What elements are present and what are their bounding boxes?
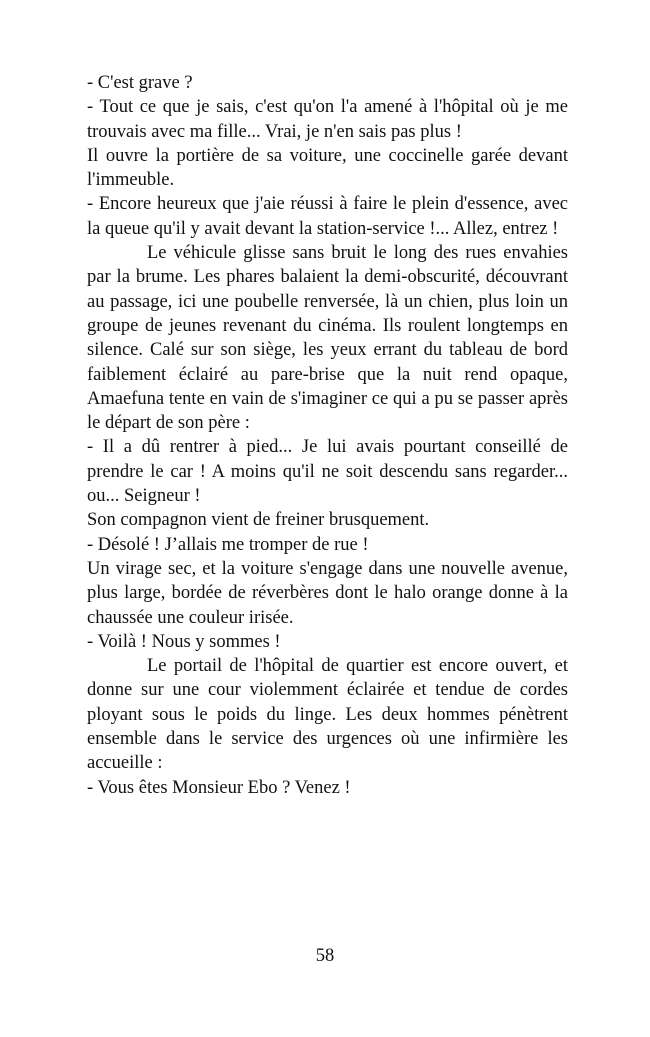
- narration-paragraph: Un virage sec, et la voiture s'engage dans une nouvelle avenue, plus large, bordée de réverbères dont le halo orange donne à la chaussée une couleur irisée.: [87, 558, 568, 628]
- page-body-text: [87, 71, 568, 800]
- page-number: 58: [315, 946, 335, 966]
- narration-paragraph: Le véhicule glisse sans bruit le long des rues envahies par la brume. Les phares balaient la demi-obscurité, découvrant au passage, ici une poubelle renversée, là un chien, plus loin un groupe de jeunes revenant du cinéma. Ils roulent longtemps en silence. Calé sur son siège, les yeux errant du tableau de bord faiblement éclairé au pare-brise que la nuit rend opaque, Amaefuna tente en vain de s'imaginer ce qui a pu se passer après le départ de son père :: [87, 243, 568, 434]
- narration-paragraph: Son compagnon vient de freiner brusquement.: [87, 510, 430, 531]
- dialogue-line: - Tout ce que je sais, c'est qu'on l'a amené à l'hôpital où je me trouvais avec ma fille... Vrai, je n'en sais pas plus !: [87, 97, 568, 142]
- dialogue-line: - Désolé ! J’allais me tromper de rue !: [87, 534, 369, 555]
- narration-paragraph: Il ouvre la portière de sa voiture, une coccinelle garée devant l'immeuble.: [87, 145, 568, 191]
- dialogue-line: - Vous êtes Monsieur Ebo ? Venez !: [87, 777, 351, 798]
- narration-paragraph: Le portail de l'hôpital de quartier est encore ouvert, et donne sur une cour violemment éclairée et tendue de cordes ployant sous le poids du linge. Les deux hommes pénètrent ensemble dans le service des urgences où une infirmière les accueille :: [87, 656, 568, 774]
- dialogue-line: - C'est grave ?: [87, 73, 193, 93]
- dialogue-line: - Encore heureux que j'aie réussi à faire le plein d'essence, avec la queue qu'il y avait devant la station-service !... Allez, entrez !: [87, 194, 568, 239]
- dialogue-line: - Voilà ! Nous y sommes !: [87, 631, 281, 652]
- dialogue-line: - Il a dû rentrer à pied... Je lui avais pourtant conseillé de prendre le car ! A moins qu'il ne soit descendu sans regarder... ou... Seigneur !: [87, 437, 568, 507]
